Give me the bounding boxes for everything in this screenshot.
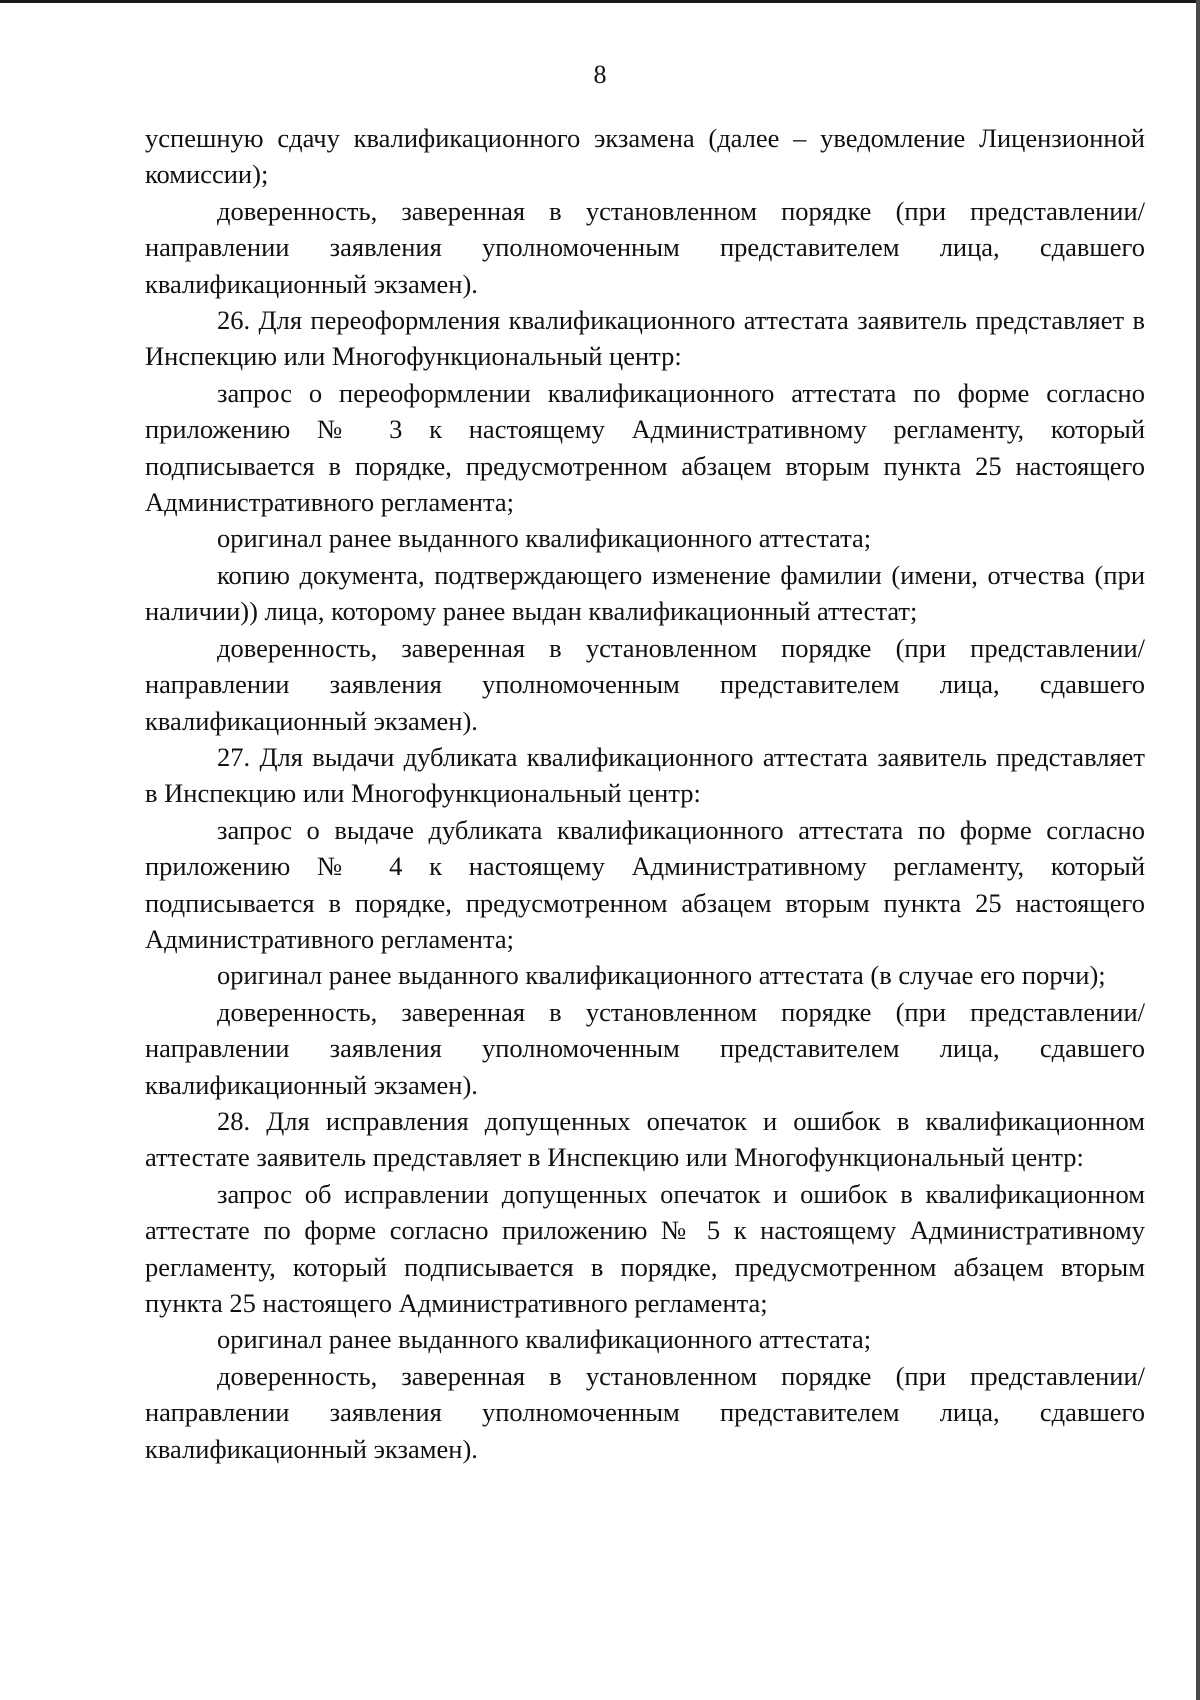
- scan-top-edge: [0, 0, 1200, 3]
- paragraph: оригинал ранее выданного квалификационного аттестата;: [217, 523, 872, 554]
- paragraph: запрос о переоформлении квалификационного аттестата по форме согласно приложению № 3 к настоящему Административному регламенту, который подписывается в порядке, предусмотренном абзацем вторым пункта 25 настоящего Административного регламента;: [145, 377, 1145, 518]
- document-body: [145, 120, 1145, 1467]
- paragraph: доверенность, заверенная в установленном порядке (при представлении/направлении заявления уполномоченным представителем лица, сдавшего квалификационный экзамен).: [145, 632, 1145, 736]
- paragraph-item-26: 26. Для переоформления квалификационного аттестата заявитель представляет в Инспекцию или Многофункциональный центр:: [145, 305, 1145, 372]
- paragraph: запрос об исправлении допущенных опечаток и ошибок в квалификационном аттестате по форме согласно приложению № 5 к настоящему Административному регламенту, который подписывается в порядке, предусмотренном абзацем вторым пункта 25 настоящего Административного регламента;: [145, 1178, 1145, 1318]
- paragraph: запрос о выдаче дубликата квалификационного аттестата по форме согласно приложению № 4 к настоящему Административному регламенту, который подписывается в порядке, предусмотренном абзацем вторым пункта 25 настоящего Административного регламента;: [145, 814, 1145, 954]
- paragraph-item-27: 27. Для выдачи дубликата квалификационного аттестата заявитель представляет в Инспекцию или Многофункциональный центр:: [145, 741, 1145, 809]
- paragraph-continuation: успешную сдачу квалификационного экзамена (далее – уведомление Лицензионной комиссии);: [145, 123, 1145, 190]
- paragraph: оригинал ранее выданного квалификационного аттестата (в случае его порчи);: [217, 960, 1106, 991]
- page-number: 8: [593, 60, 607, 89]
- paragraph: доверенность, заверенная в установленном порядке (при представлении/направлении заявления уполномоченным представителем лица, сдавшего квалификационный экзамен).: [145, 996, 1145, 1100]
- paragraph: доверенность, заверенная в установленном порядке (при представлении/направлении заявления уполномоченным представителем лица, сдавшего квалификационный экзамен).: [145, 195, 1145, 299]
- paragraph-item-28: 28. Для исправления допущенных опечаток и ошибок в квалификационном аттестате заявитель представляет в Инспекцию или Многофункциональный центр:: [145, 1105, 1145, 1173]
- paragraph: доверенность, заверенная в установленном порядке (при представлении/направлении заявления уполномоченным представителем лица, сдавшего квалификационный экзамен).: [145, 1360, 1145, 1464]
- paragraph: копию документа, подтверждающего изменение фамилии (имени, отчества (при наличии)) лица, которому ранее выдан квалификационный аттестат;: [145, 559, 1145, 627]
- paragraph: оригинал ранее выданного квалификационного аттестата;: [217, 1324, 872, 1355]
- scan-right-edge: [1196, 0, 1200, 1700]
